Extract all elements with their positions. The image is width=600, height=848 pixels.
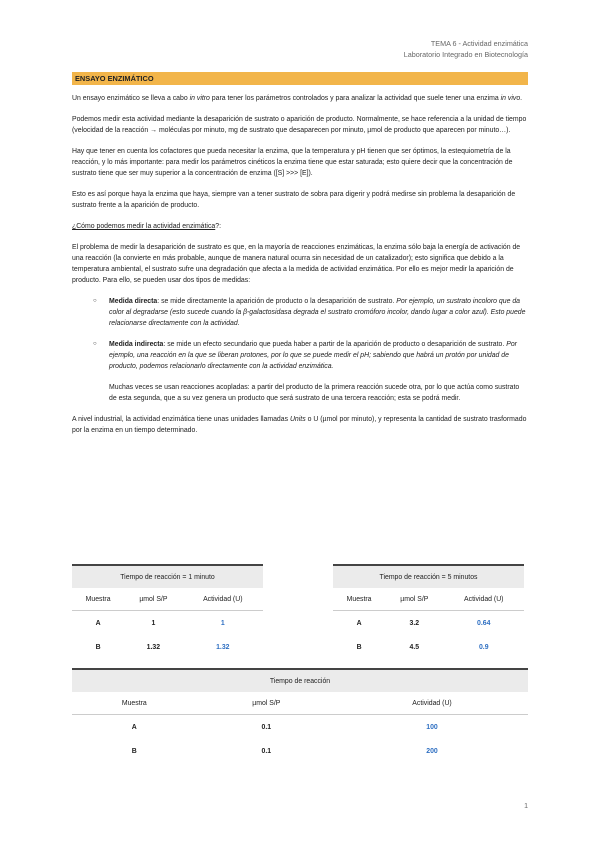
paragraph-units: A nivel industrial, la actividad enzimática tiene unas unidades llamadas Units o U (µmol por minuto), y representa la cantidad de sustrato trasformado por la enzima en un tiempo determinado.	[72, 416, 527, 434]
col-header: Actividad (U)	[444, 588, 524, 611]
table-row: A 3.2 0.64	[356, 619, 491, 627]
col-header: Muestra	[72, 692, 197, 715]
bullet-circle-icon: ○	[93, 341, 97, 347]
col-header: Actividad (U)	[336, 692, 528, 715]
paragraph-intro: Un ensayo enzimático se lleva a cabo in vitro para tener los parámetros controlados y para analizar la actividad que suele tener una enzima in vivo.	[72, 95, 523, 102]
document-body	[72, 72, 528, 446]
col-header: Muestra	[333, 588, 385, 611]
table-caption: Tiempo de reacción	[72, 669, 528, 692]
paragraph-coupled: Muchas veces se usan reacciones acopladas: a partir del producto de la primera reacción sucede otra, por lo que actúa como sustrato de esta segunda, que a su vez genera un producto que será sustrato de una tercera reacción; esta se podrá medir.	[109, 384, 520, 402]
page-number: 1	[524, 803, 528, 810]
list-item-indirect: ○ Medida indirecta: se mide un efecto secundario que pueda haber a partir de la aparición de producto o desaparición de sustrato. Por ejemplo, una reacción en la que se liberan protones, por lo que se puede medir el pH; sabiendo que habrá un protón por unidad de producto, podemos relacionarlo directamente con la actividad enzimática.	[93, 341, 517, 370]
col-header: µmol S/P	[197, 692, 336, 715]
col-header: µmol S/P	[124, 588, 182, 611]
list-item-direct: ○ Medida directa: se mide directamente la aparición de producto o la desaparición de sustrato. Por ejemplo, un sustrato incoloro que da color al degradarse (esto sucede cuando la β-galactosidasa degrada el sustrato cromóforo incolor, dando lugar a color azul). Esto puede relacionarse directamente con la actividad.	[93, 298, 526, 327]
table-5-minutes	[333, 564, 524, 659]
section-title: ENSAYO ENZIMÁTICO	[72, 72, 528, 85]
table-1-minute	[72, 564, 263, 659]
paragraph-cofactors: Hay que tener en cuenta los cofactores que pueda necesitar la enzima, que la temperatura y pH tienen que ser óptimos, la estequiometría de la reacción, y lo más importante: para medir los parámetros cinéticos la enzima tiene que estar saturada; esto quiere decir que la concentración de sustrato tiene que ser muy superior a la concentración de enzima ([S] >>> [E]).	[72, 148, 513, 177]
table-row: A 0.1 100	[131, 723, 438, 731]
table-caption: Tiempo de reacción = 5 minutos	[333, 565, 524, 588]
paragraph-problem: El problema de medir la desaparición de sustrato es que, en la mayoría de reacciones enzimáticas, la enzima sólo baja la energía de activación de una reacción (la convierte en más probable, aunque de manera natural ocurra sin necesidad de un catalizador); esto significa que debido a la temperatura ambiental, el sustrato sufre una degradación que afecta a la medida de actividad enzimática. Por ello es mejor medir la aparición de producto. Para ello, se pueden usar dos tipos de medidas:	[72, 244, 521, 284]
table-caption: Tiempo de reacción = 1 minuto	[72, 565, 263, 588]
paragraph-saturation: Esto es así porque haya la enzima que haya, siempre van a tener sustrato de sobra para digerir y podrá medirse sin problema la desaparición de sustrato frente a la aparición de producto.	[72, 191, 516, 209]
table-row: B 0.1 200	[131, 747, 438, 755]
header-course: Laboratorio Integrado en Biotecnología	[403, 50, 528, 59]
bullet-circle-icon: ○	[93, 298, 97, 304]
table-row: B 1.32 1.32	[95, 643, 230, 651]
paragraph-measure: Podemos medir esta actividad mediante la desaparición de sustrato o aparición de producto. Normalmente, se hace referencia a la unidad de tiempo (velocidad de la reacción → moléculas por minuto, mg de sustrato que desaparecen por minuto, µmol de producto que aparecen por minuto…).	[72, 116, 527, 134]
col-header: µmol S/P	[385, 588, 443, 611]
table-reaction-time	[72, 668, 528, 763]
table-row: A 1 1	[95, 619, 225, 627]
question-heading: ¿Cómo podemos medir la actividad enzimática?:	[72, 223, 221, 230]
col-header: Actividad (U)	[183, 588, 263, 611]
col-header: Muestra	[72, 588, 124, 611]
table-row: B 4.5 0.9	[356, 643, 489, 651]
page-header	[404, 38, 528, 60]
header-topic: TEMA 6 - Actividad enzimática	[430, 39, 528, 48]
measure-type-list	[72, 296, 528, 372]
